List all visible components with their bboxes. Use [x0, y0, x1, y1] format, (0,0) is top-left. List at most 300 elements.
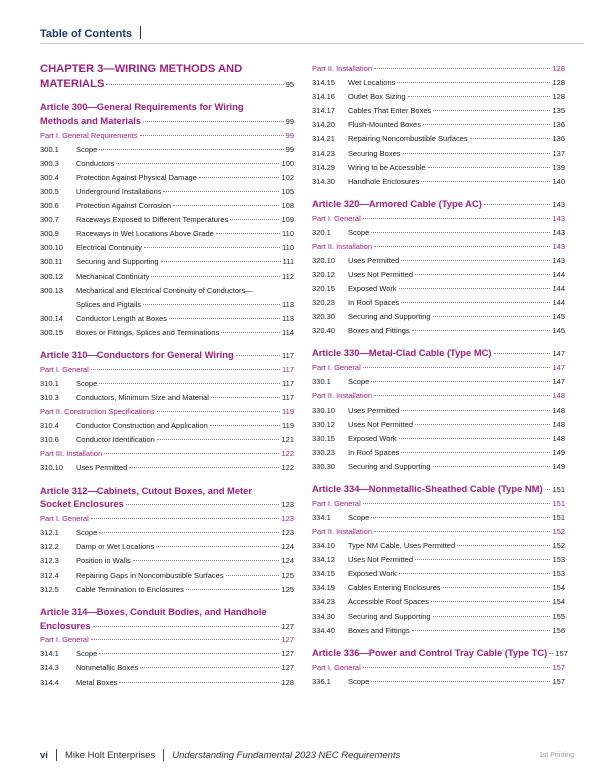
section-page: 123	[281, 528, 294, 538]
toc-entry-continued[interactable]	[40, 298, 294, 312]
toc-entry[interactable]	[40, 143, 294, 157]
leader-dots	[371, 517, 550, 518]
section-number: 320.23	[312, 298, 335, 308]
section-number: 334.19	[312, 583, 335, 593]
section-number: 334.10	[312, 541, 335, 551]
leader-dots	[230, 219, 279, 220]
section-number: 320.10	[312, 255, 335, 265]
article-314-heading[interactable]	[40, 605, 294, 634]
leader-dots	[397, 82, 550, 83]
section-page: 102	[281, 172, 294, 182]
section-title: Boxes or Fittings, Splices and Terminations	[76, 327, 220, 337]
section-page: 128	[281, 677, 294, 687]
leader-dots	[408, 96, 551, 97]
toc-entry[interactable]	[312, 147, 565, 161]
part-entry[interactable]	[40, 633, 294, 647]
section-page: 145	[552, 312, 565, 322]
leader-dots	[431, 601, 551, 602]
part-entry[interactable]	[40, 405, 294, 419]
leader-dots	[129, 467, 279, 468]
leader-dots	[163, 191, 279, 192]
section-page: 111	[282, 257, 294, 267]
section-title: Wet Locations	[348, 78, 396, 88]
article-320-heading[interactable]	[312, 197, 565, 212]
section-title: Raceways Exposed to Different Temperatures	[76, 215, 229, 225]
section-title: Conductor Identification	[76, 435, 155, 445]
leader-dots	[399, 438, 551, 439]
section-page: 144	[552, 298, 565, 308]
toc-entry[interactable]	[40, 540, 294, 554]
section-page: 143	[552, 255, 565, 265]
toc-entry[interactable]	[40, 433, 294, 447]
section-title: Cables That Enter Boxes	[348, 106, 432, 116]
toc-entry[interactable]	[312, 132, 565, 146]
leader-dots	[423, 124, 551, 125]
article-title: Article 320—Armored Cable (Type AC)	[312, 197, 482, 209]
section-title: In Roof Spaces	[348, 447, 400, 457]
part-page: 123	[281, 514, 294, 524]
toc-entry[interactable]	[312, 254, 565, 268]
part-entry[interactable]	[312, 361, 565, 375]
section-number: 314.1	[40, 649, 59, 659]
part-entry[interactable]	[40, 363, 294, 377]
section-number: 312.2	[40, 542, 59, 552]
toc-entry[interactable]	[312, 310, 565, 324]
toc-entry[interactable]	[312, 268, 565, 282]
leader-dots	[156, 546, 279, 547]
chapter-page: 95	[285, 79, 294, 89]
article-310-heading[interactable]	[40, 348, 294, 363]
leader-dots	[433, 110, 550, 111]
part-label: Part I. General	[312, 498, 361, 508]
toc-entry[interactable]	[312, 118, 565, 132]
toc-entry[interactable]	[40, 241, 294, 255]
section-number: 320.1	[312, 227, 331, 237]
section-title: Nonmetallic Boxes	[76, 663, 139, 673]
toc-entry[interactable]	[312, 567, 565, 581]
article-title: Article 334—Nonmetallic-Sheathed Cable (Type NM)	[312, 483, 543, 495]
section-page: 113	[282, 299, 294, 309]
section-page: 135	[552, 106, 565, 116]
leader-dots	[403, 153, 551, 154]
toc-entry[interactable]	[40, 569, 294, 583]
part-page: 151	[552, 498, 565, 508]
article-336-heading[interactable]	[312, 646, 568, 661]
section-page: 105	[281, 186, 294, 196]
article-title-line2: Enclosures	[40, 619, 91, 631]
section-number: 310.1	[40, 378, 59, 388]
section-title: Scope	[348, 512, 370, 522]
article-page: 147	[552, 349, 565, 359]
section-title: Conductor Length at Boxes	[76, 313, 167, 323]
toc-entry[interactable]	[40, 419, 294, 433]
section-title: Metal Boxes	[76, 677, 118, 687]
part-label: Part I. General	[312, 662, 361, 672]
section-number: 300.12	[40, 271, 63, 281]
toc-entry[interactable]	[40, 255, 294, 269]
section-page: 99	[285, 144, 294, 154]
leader-dots	[401, 302, 550, 303]
footer-printing: 1st Printing	[538, 752, 574, 759]
section-page: 114	[282, 327, 294, 337]
part-entry[interactable]	[312, 661, 565, 675]
leader-dots	[371, 381, 550, 382]
part-entry[interactable]	[40, 447, 294, 461]
section-title: Conductor Construction and Application	[76, 421, 208, 431]
leader-dots	[161, 261, 281, 262]
section-number: 300.4	[40, 172, 59, 182]
section-page: 139	[552, 162, 565, 172]
section-list	[312, 511, 565, 525]
section-number: 300.7	[40, 215, 59, 225]
leader-dots	[412, 630, 551, 631]
section-number: 312.1	[40, 528, 59, 538]
part-page: 119	[282, 407, 294, 417]
leader-dots	[371, 681, 550, 682]
leader-dots	[157, 439, 280, 440]
toc-entry[interactable]	[312, 553, 565, 567]
header-rule	[40, 43, 584, 44]
chapter-title-line2: MATERIALS	[40, 77, 105, 90]
toc-entry[interactable]	[40, 157, 294, 171]
leader-dots	[399, 288, 551, 289]
section-title: Securing and Supporting	[348, 312, 431, 322]
header-divider	[140, 26, 141, 39]
section-number: 310.3	[40, 392, 59, 402]
section-list	[312, 539, 565, 638]
section-number: 310.10	[40, 463, 63, 473]
section-number: 300.3	[40, 158, 59, 168]
section-page: 140	[552, 176, 565, 186]
section-title: Uses Permitted	[76, 463, 128, 473]
section-title: Securing and Supporting	[348, 461, 431, 471]
section-title: Exposed Work	[348, 569, 397, 579]
leader-dots	[415, 274, 550, 275]
section-list	[40, 526, 294, 596]
section-number: 300.1	[40, 144, 59, 154]
leader-dots	[371, 232, 550, 233]
part-label: Part II. Installation	[312, 64, 373, 73]
section-list	[312, 404, 565, 474]
section-page: 143	[552, 227, 565, 237]
section-title: Electrical Continuity	[76, 243, 142, 253]
toc-entry[interactable]	[40, 583, 294, 597]
leader-dots	[433, 616, 551, 617]
part-entry[interactable]	[312, 212, 565, 226]
toc-entry[interactable]	[312, 76, 565, 90]
leader-dots	[470, 138, 551, 139]
section-page: 154	[552, 583, 565, 593]
section-number: 330.23	[312, 447, 335, 457]
toc-entry[interactable]	[40, 284, 294, 298]
toc-entry[interactable]	[40, 647, 294, 661]
toc-entry[interactable]	[40, 661, 294, 675]
leader-dots	[421, 181, 550, 182]
toc-entry[interactable]	[312, 404, 565, 418]
section-title: Exposed Work	[348, 284, 397, 294]
section-title: Scope	[348, 676, 370, 686]
part-page: 117	[282, 364, 294, 374]
part-page: 143	[552, 241, 565, 251]
leader-dots	[443, 587, 551, 588]
part-page: 122	[281, 449, 294, 459]
section-title: Uses Permitted	[348, 255, 400, 265]
leader-dots	[199, 177, 280, 178]
section-title: Mechanical Continuity	[76, 271, 150, 281]
section-list	[40, 377, 294, 405]
section-list	[40, 647, 294, 689]
toc-entry[interactable]	[40, 461, 294, 475]
section-page: 148	[552, 419, 565, 429]
leader-dots	[415, 424, 550, 425]
toc-entry[interactable]	[40, 213, 294, 227]
section-title: Accessible Roof Spaces	[348, 597, 429, 607]
toc-entry[interactable]	[312, 324, 565, 338]
section-title: Type NM Cable, Uses Permitted	[348, 541, 456, 551]
toc-entry[interactable]	[40, 526, 294, 540]
section-list	[312, 675, 565, 689]
toc-entry[interactable]	[312, 624, 565, 638]
toc-entry[interactable]	[40, 377, 294, 391]
article-title-line2: Methods and Materials	[40, 114, 142, 126]
section-title: Underground Installations	[76, 186, 162, 196]
section-number: 314.17	[312, 106, 335, 116]
section-number: 314.15	[312, 78, 335, 88]
toc-entry[interactable]	[312, 581, 565, 595]
toc-entry[interactable]	[312, 226, 565, 240]
section-number: 312.3	[40, 556, 59, 566]
section-number: 334.1	[312, 512, 331, 522]
toc-entry[interactable]	[312, 460, 565, 474]
toc-entry[interactable]	[40, 391, 294, 405]
section-number: 336.1	[312, 676, 331, 686]
section-title: Securing and Supporting	[348, 611, 431, 621]
toc-entry[interactable]	[40, 554, 294, 568]
section-page: 108	[281, 201, 294, 211]
section-list	[312, 254, 565, 339]
toc-entry[interactable]	[312, 595, 565, 609]
article-300-heading[interactable]	[40, 100, 294, 129]
section-title: Boxes and Fittings	[348, 326, 410, 336]
leader-dots	[99, 383, 280, 384]
section-title: Repairing Noncombustible Surfaces	[348, 134, 468, 144]
section-number: 314.3	[40, 663, 59, 673]
section-title: Uses Not Permitted	[348, 270, 414, 280]
section-page: 155	[552, 611, 565, 621]
toc-entry[interactable]	[40, 326, 294, 340]
section-title: Raceways in Wet Locations Above Grade	[76, 229, 214, 239]
footer-publisher: Mike Holt Enterprises	[64, 749, 156, 761]
section-number: 320.40	[312, 326, 335, 336]
section-title: Wiring to be Accessible	[348, 162, 426, 172]
toc-entry[interactable]	[40, 312, 294, 326]
part-label: Part II. Installation	[312, 241, 373, 251]
section-number: 334.15	[312, 569, 335, 579]
section-number: 300.13	[40, 285, 63, 295]
section-number: 334.23	[312, 597, 335, 607]
section-number: 334.30	[312, 611, 335, 621]
article-334-heading[interactable]	[312, 482, 565, 497]
section-number: 312.4	[40, 570, 59, 580]
footer-page-number: vi	[40, 749, 48, 761]
article-312-heading[interactable]	[40, 484, 294, 513]
section-number: 334.12	[312, 555, 335, 565]
section-page: 124	[281, 556, 294, 566]
section-page: 156	[552, 625, 565, 635]
toc-entry[interactable]	[312, 90, 565, 104]
section-page: 121	[281, 435, 294, 445]
section-page: 144	[552, 284, 565, 294]
toc-entry[interactable]	[40, 199, 294, 213]
leader-dots	[216, 233, 280, 234]
leader-dots	[433, 316, 551, 317]
toc-entry[interactable]	[312, 675, 565, 689]
part-page: 99	[285, 130, 294, 140]
section-number: 314.23	[312, 148, 335, 158]
section-page: 128	[552, 92, 565, 102]
section-page: 148	[552, 405, 565, 415]
article-title: Article 310—Conductors for General Wiring	[40, 349, 234, 360]
page-header	[40, 26, 141, 40]
leader-dots	[412, 330, 551, 331]
section-page: 125	[281, 570, 294, 580]
section-number: 330.1	[312, 377, 331, 387]
part-entry[interactable]	[312, 389, 565, 403]
leader-dots	[186, 589, 280, 590]
section-number: 314.16	[312, 92, 335, 102]
section-page: 100	[281, 158, 294, 168]
section-number: 330.15	[312, 433, 335, 443]
section-page: 149	[552, 447, 565, 457]
section-number: 300.15	[40, 327, 63, 337]
section-number: 334.40	[312, 625, 335, 635]
section-list	[40, 419, 294, 447]
part-page: 152	[552, 527, 565, 537]
toc-entry[interactable]	[312, 418, 565, 432]
section-number: 314.29	[312, 162, 335, 172]
article-title-line1: Article 312—Cabinets, Cutout Boxes, and Meter	[40, 484, 253, 496]
toc-entry[interactable]	[312, 432, 565, 446]
section-title: In Roof Spaces	[348, 298, 400, 308]
part-label: Part I. General	[40, 364, 89, 374]
section-page: 136	[552, 120, 565, 130]
part-page: 148	[552, 391, 565, 401]
part-entry[interactable]	[40, 512, 294, 526]
part-label: Part I. General	[40, 635, 89, 645]
section-title: Scope	[76, 378, 98, 388]
part-label: Part III. Installation	[40, 449, 103, 459]
section-title: Scope	[76, 144, 98, 154]
section-list	[40, 312, 294, 340]
part-entry[interactable]	[312, 62, 565, 76]
leader-dots	[211, 397, 280, 398]
leader-dots	[221, 332, 280, 333]
section-title: Exposed Work	[348, 433, 397, 443]
section-title: Scope	[76, 649, 98, 659]
section-number: 320.15	[312, 284, 335, 294]
article-330-heading[interactable]	[312, 346, 565, 361]
section-page: 152	[552, 541, 565, 551]
section-title: Protection Against Physical Damage	[76, 172, 197, 182]
section-page: 128	[552, 78, 565, 88]
article-page: 127	[281, 621, 294, 631]
section-number: 330.30	[312, 461, 335, 471]
toc-entry[interactable]	[312, 446, 565, 460]
toc-entry[interactable]	[40, 270, 294, 284]
section-number: 314.21	[312, 134, 335, 144]
toc-entry[interactable]	[312, 282, 565, 296]
section-number: 330.10	[312, 405, 335, 415]
toc-entry[interactable]	[312, 296, 565, 310]
toc-entry[interactable]	[312, 539, 565, 553]
section-page: 117	[282, 378, 294, 388]
section-page: 144	[552, 270, 565, 280]
part-page: 128	[552, 64, 565, 73]
section-number: 312.5	[40, 584, 59, 594]
section-page: 122	[281, 463, 294, 473]
section-title: Flush-Mounted Boxes	[348, 120, 421, 130]
toc-entry[interactable]	[312, 375, 565, 389]
part-entry[interactable]	[312, 240, 565, 254]
toc-entry[interactable]	[312, 104, 565, 118]
section-title: Uses Permitted	[348, 405, 400, 415]
section-number: 330.12	[312, 419, 335, 429]
section-page: 148	[552, 433, 565, 443]
footer-book-title: Understanding Fundamental 2023 NEC Requirements	[172, 749, 401, 761]
page-footer	[40, 749, 400, 761]
section-title: Securing Boxes	[348, 148, 401, 158]
toc-entry[interactable]	[312, 161, 565, 175]
part-entry[interactable]	[312, 525, 565, 539]
section-list	[312, 375, 565, 389]
toc-entry[interactable]	[312, 511, 565, 525]
part-label: Part I. General	[40, 514, 89, 524]
toc-entry[interactable]	[312, 175, 565, 189]
toc-entry[interactable]	[312, 610, 565, 624]
leader-dots	[116, 163, 279, 164]
section-number: 300.10	[40, 243, 63, 253]
toc-entry[interactable]	[40, 185, 294, 199]
section-title-continued: Splices and Pigtails	[76, 299, 142, 309]
section-page: 127	[281, 663, 294, 673]
section-title: Cables Entering Enclosures	[348, 583, 441, 593]
part-entry[interactable]	[312, 497, 565, 511]
part-entry[interactable]	[40, 129, 294, 143]
section-title: Mechanical and Electrical Continuity of Conductors—	[76, 285, 253, 295]
toc-entry[interactable]	[40, 676, 294, 690]
toc-entry[interactable]	[40, 227, 294, 241]
chapter-heading[interactable]	[40, 62, 294, 92]
section-page: 124	[281, 542, 294, 552]
article-page: 123	[281, 500, 294, 510]
leader-dots	[399, 573, 551, 574]
toc-entry[interactable]	[40, 171, 294, 185]
section-number: 300.9	[40, 229, 59, 239]
section-page: 110	[282, 243, 294, 253]
part-label: Part II. Construction Specifications	[40, 407, 155, 417]
article-page: 99	[285, 116, 294, 126]
section-page: 113	[282, 313, 294, 323]
leader-dots	[151, 276, 280, 277]
toc-left-column	[40, 62, 294, 690]
article-title-line1: Article 300—General Requirements for Wiring	[40, 101, 244, 112]
part-label: Part I. General	[312, 213, 361, 223]
article-page: 151	[552, 485, 565, 495]
section-title: Scope	[76, 528, 98, 538]
section-title: Boxes and Fittings	[348, 625, 410, 635]
section-number: 320.30	[312, 312, 335, 322]
leader-dots	[428, 167, 551, 168]
